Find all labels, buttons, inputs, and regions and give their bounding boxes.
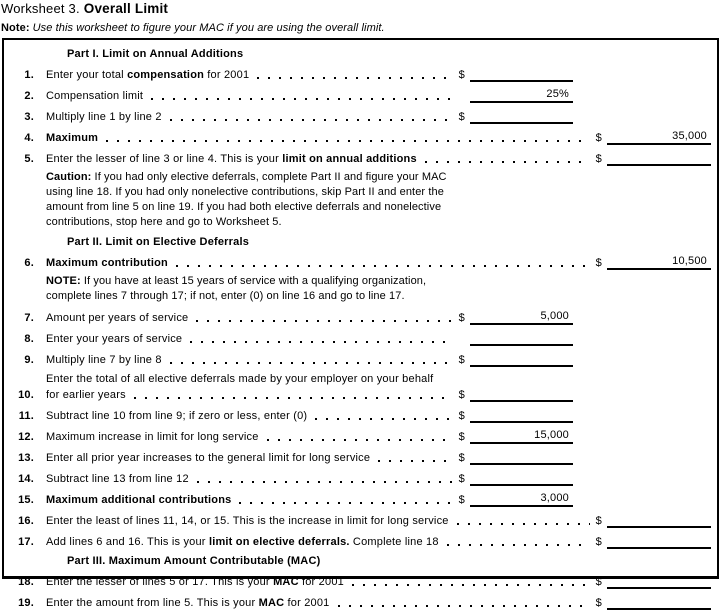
line-number: 18. bbox=[18, 576, 34, 588]
entry-value bbox=[566, 352, 569, 364]
dot-leader bbox=[352, 584, 590, 586]
label-segment: amount from line 5 on line 19. If you had both elective deferrals and nonelective bbox=[46, 201, 442, 213]
line-number: 6. bbox=[24, 257, 34, 269]
dot-leader bbox=[151, 98, 453, 100]
label-segment: Maximum contribution bbox=[46, 257, 168, 269]
worksheet-title-main: Overall Limit bbox=[83, 1, 169, 16]
line-number: 9. bbox=[24, 354, 34, 366]
line-8 bbox=[4, 330, 717, 346]
dot-leader bbox=[257, 77, 452, 79]
line-content bbox=[46, 309, 573, 325]
line-content bbox=[46, 428, 573, 444]
line-fill-row bbox=[46, 309, 573, 325]
dollar-sign: $ bbox=[458, 354, 465, 366]
line-number: 15. bbox=[18, 494, 34, 506]
label-segment: Compensation limit bbox=[46, 90, 144, 102]
line-number: 4. bbox=[24, 132, 34, 144]
line-content bbox=[46, 470, 573, 486]
line-fill-row bbox=[46, 330, 573, 346]
label-segment: Enter all prior year increases to the general limit for long service bbox=[46, 452, 371, 464]
line-fill-row bbox=[46, 573, 711, 589]
label-segment: Complete line 18 bbox=[349, 536, 439, 548]
entry-value bbox=[566, 331, 569, 343]
dollar-sign: $ bbox=[458, 389, 465, 401]
line-fill-row bbox=[46, 407, 573, 423]
label-segment: contributions, stop here and go to Worksheet 5. bbox=[46, 216, 282, 228]
entry-blank-line bbox=[607, 533, 711, 549]
label-segment: Amount per years of service bbox=[46, 312, 189, 324]
part-heading: Part I. Limit on Annual Additions bbox=[67, 48, 244, 60]
line-fill-row bbox=[46, 491, 573, 507]
line-fill-row bbox=[46, 386, 573, 402]
line-number: 14. bbox=[18, 473, 34, 485]
line-fill-row bbox=[46, 449, 573, 465]
line-10 bbox=[4, 372, 717, 402]
entry-blank-line bbox=[470, 491, 573, 507]
dot-leader bbox=[134, 397, 453, 399]
line-fill-row bbox=[46, 351, 573, 367]
dollar-sign: $ bbox=[458, 473, 465, 485]
line-content bbox=[46, 330, 573, 346]
dot-leader bbox=[239, 502, 452, 504]
line-content bbox=[46, 150, 711, 166]
dot-leader bbox=[170, 362, 453, 364]
line-number: 12. bbox=[18, 431, 34, 443]
label-segment: If you had only elective deferrals, complete Part II and figure your MAC bbox=[91, 171, 447, 183]
line-content bbox=[46, 594, 711, 610]
dollar-sign: $ bbox=[595, 576, 602, 588]
entry-value bbox=[566, 408, 569, 420]
dollar-sign: $ bbox=[595, 515, 602, 527]
label-segment: for earlier years bbox=[46, 389, 126, 401]
line-content bbox=[46, 372, 573, 402]
line-13 bbox=[4, 449, 717, 465]
label-segment: Maximum increase in limit for long service bbox=[46, 431, 259, 443]
dollar-sign: $ bbox=[458, 69, 465, 81]
label-segment: for 2001 bbox=[204, 69, 250, 81]
entry-value bbox=[704, 574, 707, 586]
line-number: 10. bbox=[18, 389, 34, 401]
entry-value bbox=[704, 151, 707, 163]
line-number: 2. bbox=[24, 90, 34, 102]
line-content bbox=[46, 108, 573, 124]
entry-blank-line bbox=[470, 351, 573, 367]
label-segment: Multiply line 1 by line 2 bbox=[46, 111, 162, 123]
note-paragraph bbox=[46, 170, 717, 230]
line-2 bbox=[4, 87, 717, 103]
part-heading: Part II. Limit on Elective Deferrals bbox=[67, 236, 250, 248]
label-segment: complete lines 7 through 17; if not, enter (0) on line 16 and go to line 17. bbox=[46, 290, 405, 302]
label-segment: NOTE: bbox=[46, 275, 81, 287]
line-6 bbox=[4, 254, 717, 270]
entry-value: 10,500 bbox=[672, 255, 707, 267]
label-segment: Maximum additional contributions bbox=[46, 494, 232, 506]
line-14 bbox=[4, 470, 717, 486]
line-content bbox=[46, 573, 711, 589]
line-content bbox=[46, 351, 573, 367]
line-4 bbox=[4, 129, 717, 145]
entry-blank-line bbox=[607, 512, 711, 528]
line-9 bbox=[4, 351, 717, 367]
line-number: 1. bbox=[24, 69, 34, 81]
entry-value: 25% bbox=[546, 88, 569, 100]
dot-leader bbox=[457, 523, 590, 525]
worksheet-title bbox=[1, 1, 168, 17]
line-fill-row bbox=[46, 533, 711, 549]
label-segment: Enter the amount from line 5. This is your bbox=[46, 597, 259, 609]
line-17 bbox=[4, 533, 717, 549]
label-segment: Enter your total bbox=[46, 69, 128, 81]
dot-leader bbox=[378, 460, 452, 462]
worksheet-table bbox=[2, 38, 719, 609]
entry-value bbox=[704, 513, 707, 525]
label-segment: Enter the least of lines 11, 14, or 15. This is the increase in limit for long service bbox=[46, 515, 449, 527]
entry-value: 15,000 bbox=[534, 429, 569, 441]
label-segment: compensation bbox=[127, 69, 205, 81]
line-19 bbox=[4, 594, 717, 610]
line-content bbox=[46, 254, 711, 270]
dot-leader bbox=[106, 140, 590, 142]
dot-leader bbox=[338, 605, 590, 607]
entry-blank-line bbox=[470, 66, 573, 82]
line-content bbox=[46, 491, 573, 507]
entry-blank-line bbox=[607, 129, 711, 145]
dollar-sign: $ bbox=[595, 597, 602, 609]
note-paragraph bbox=[46, 274, 717, 304]
label-segment: using line 18. If you had only nonelective contributions, skip Part II and enter the bbox=[46, 186, 444, 198]
line-fill-row bbox=[46, 428, 573, 444]
entry-blank-line bbox=[470, 470, 573, 486]
line-16 bbox=[4, 512, 717, 528]
line-fill-row bbox=[46, 594, 711, 610]
label-segment: MAC bbox=[273, 576, 299, 588]
label-segment: Maximum bbox=[46, 132, 99, 144]
entry-blank-line bbox=[470, 108, 573, 124]
dollar-sign: $ bbox=[458, 410, 465, 422]
label-segment: Enter your years of service bbox=[46, 333, 183, 345]
entry-blank-line bbox=[470, 428, 573, 444]
line-12 bbox=[4, 428, 717, 444]
label-segment: for 2001 bbox=[284, 597, 330, 609]
entry-blank-line bbox=[607, 594, 711, 610]
dot-leader bbox=[170, 119, 453, 121]
entry-blank-line bbox=[470, 330, 573, 346]
entry-blank-line bbox=[607, 150, 711, 166]
line-1 bbox=[4, 66, 717, 82]
dollar-sign: $ bbox=[458, 431, 465, 443]
label-segment: Subtract line 10 from line 9; if zero or less, enter (0) bbox=[46, 410, 308, 422]
part-heading: Part III. Maximum Amount Contributable (MAC) bbox=[67, 555, 321, 567]
line-18 bbox=[4, 573, 717, 589]
top-note bbox=[1, 21, 385, 35]
entry-value bbox=[566, 471, 569, 483]
entry-value bbox=[566, 109, 569, 121]
entry-value bbox=[704, 595, 707, 607]
line-content bbox=[46, 512, 711, 528]
top-note-text: Use this worksheet to figure your MAC if you are using the overall limit. bbox=[32, 22, 385, 34]
top-note-label: Note: bbox=[1, 22, 30, 34]
line-content bbox=[46, 407, 573, 423]
line-content bbox=[46, 66, 573, 82]
entry-value: 5,000 bbox=[540, 310, 569, 322]
line-15 bbox=[4, 491, 717, 507]
dot-leader bbox=[176, 265, 590, 267]
line-fill-row bbox=[46, 150, 711, 166]
line-3 bbox=[4, 108, 717, 124]
dot-leader bbox=[447, 544, 590, 546]
entry-value bbox=[566, 450, 569, 462]
dollar-sign: $ bbox=[595, 257, 602, 269]
dot-leader bbox=[267, 439, 453, 441]
dot-leader bbox=[315, 418, 452, 420]
entry-blank-line bbox=[470, 87, 573, 103]
line-11 bbox=[4, 407, 717, 423]
line-number: 13. bbox=[18, 452, 34, 464]
line-5 bbox=[4, 150, 717, 166]
label-segment: Enter the lesser of line 3 or line 4. This is your bbox=[46, 153, 283, 165]
label-segment: Subtract line 13 from line 12 bbox=[46, 473, 189, 485]
label-segment: for 2001 bbox=[298, 576, 344, 588]
dollar-sign: $ bbox=[458, 494, 465, 506]
entry-blank-line bbox=[470, 386, 573, 402]
entry-blank-line bbox=[470, 407, 573, 423]
entry-value: 35,000 bbox=[672, 130, 707, 142]
line-label bbox=[46, 372, 573, 386]
label-segment: limit on annual additions bbox=[282, 153, 417, 165]
dollar-sign: $ bbox=[595, 132, 602, 144]
label-segment: limit on elective deferrals. bbox=[208, 536, 350, 548]
label-segment: Enter the total of all elective deferrals made by your employer on your behalf bbox=[46, 373, 434, 385]
label-segment: Multiply line 7 by line 8 bbox=[46, 354, 162, 366]
line-fill-row bbox=[46, 108, 573, 124]
dollar-sign: $ bbox=[458, 111, 465, 123]
line-number: 11. bbox=[18, 410, 34, 422]
entry-blank-line bbox=[470, 309, 573, 325]
label-segment: Add lines 6 and 16. This is your bbox=[46, 536, 209, 548]
line-content bbox=[46, 533, 711, 549]
dollar-sign: $ bbox=[458, 312, 465, 324]
line-number: 5. bbox=[24, 153, 34, 165]
line-number: 19. bbox=[18, 597, 34, 609]
dollar-sign: $ bbox=[458, 452, 465, 464]
line-fill-row bbox=[46, 512, 711, 528]
dot-leader bbox=[425, 161, 590, 163]
dot-leader bbox=[190, 341, 452, 343]
entry-value bbox=[704, 534, 707, 546]
label-segment: Caution: bbox=[46, 171, 92, 183]
dot-leader bbox=[197, 481, 453, 483]
line-fill-row bbox=[46, 87, 573, 103]
entry-blank-line bbox=[607, 573, 711, 589]
label-segment: If you have at least 15 years of service with a qualifying organization, bbox=[80, 275, 427, 287]
line-number: 3. bbox=[24, 111, 34, 123]
entry-blank-line bbox=[607, 254, 711, 270]
worksheet-title-prefix: Worksheet 3. bbox=[1, 1, 80, 16]
line-number: 8. bbox=[24, 333, 34, 345]
line-fill-row bbox=[46, 66, 573, 82]
entry-value bbox=[566, 387, 569, 399]
dollar-sign: $ bbox=[595, 153, 602, 165]
line-number: 7. bbox=[24, 312, 34, 324]
dollar-sign: $ bbox=[595, 536, 602, 548]
line-fill-row bbox=[46, 129, 711, 145]
line-fill-row bbox=[46, 254, 711, 270]
line-number: 16. bbox=[18, 515, 34, 527]
dot-leader bbox=[196, 320, 452, 322]
line-fill-row bbox=[46, 470, 573, 486]
line-content bbox=[46, 129, 711, 145]
label-segment: Enter the lesser of lines 5 or 17. This is your bbox=[46, 576, 274, 588]
label-segment: MAC bbox=[258, 597, 285, 609]
entry-value: 3,000 bbox=[540, 492, 569, 504]
line-7 bbox=[4, 309, 717, 325]
entry-value bbox=[566, 67, 569, 79]
line-content bbox=[46, 449, 573, 465]
line-content bbox=[46, 87, 573, 103]
line-number: 17. bbox=[18, 536, 34, 548]
entry-blank-line bbox=[470, 449, 573, 465]
